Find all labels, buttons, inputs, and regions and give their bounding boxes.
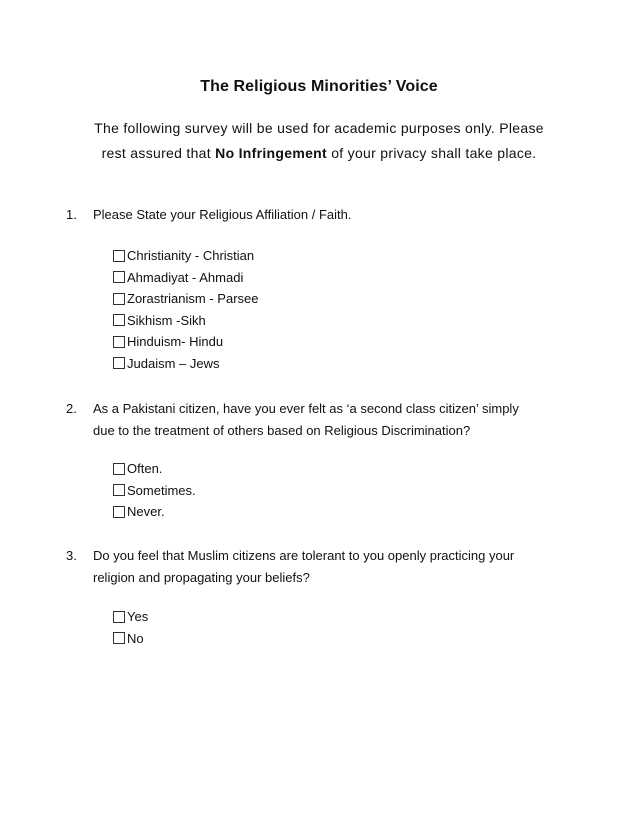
option-often[interactable] [113, 458, 196, 480]
option-hinduism[interactable] [113, 331, 258, 353]
intro-bold-phrase: No Infringement [215, 145, 327, 161]
option-label: Zorastrianism - Parsee [127, 291, 259, 306]
option-label: Sikhism -Sikh [127, 312, 206, 328]
option-label: Yes [127, 609, 149, 624]
intro-line-2 [70, 141, 568, 166]
checkbox-icon[interactable] [113, 357, 125, 369]
option-yes[interactable] [113, 606, 148, 628]
question-3-options [113, 606, 148, 649]
question-text-line: Do you feel that Muslim citizens are tolerant to you openly practicing your [93, 548, 515, 563]
question-text-line: As a Pakistani citizen, have you ever felt as ‘a second class citizen’ simply [93, 401, 519, 416]
option-label: Judaism – Jews [127, 355, 220, 371]
checkbox-icon[interactable] [113, 271, 125, 283]
option-sometimes[interactable] [113, 480, 196, 502]
option-label: Hinduism- Hindu [127, 334, 224, 349]
question-number: 3. [66, 548, 77, 563]
question-text-line: religion and propagating your beliefs? [93, 570, 310, 585]
intro-line-1: The following survey will be used for academic purposes only. Please [94, 120, 544, 136]
question-2 [66, 398, 563, 442]
question-3 [66, 545, 563, 589]
checkbox-icon[interactable] [113, 293, 125, 305]
checkbox-icon[interactable] [113, 250, 125, 262]
option-ahmadiyat[interactable] [113, 267, 258, 289]
checkbox-icon[interactable] [113, 314, 125, 326]
checkbox-icon[interactable] [113, 484, 125, 496]
option-label: Ahmadiyat - Ahmadi [127, 269, 244, 285]
checkbox-icon[interactable] [113, 611, 125, 623]
intro-text-suffix: of your privacy shall take place. [327, 145, 537, 161]
question-text-line: due to the treatment of others based on Religious Discrimination? [93, 423, 471, 438]
option-sikhism[interactable] [113, 310, 258, 332]
intro-paragraph [70, 116, 568, 166]
checkbox-icon[interactable] [113, 463, 125, 475]
option-christianity[interactable] [113, 245, 258, 267]
question-2-options [113, 458, 196, 523]
checkbox-icon[interactable] [113, 632, 125, 644]
question-text-line: Please State your Religious Affiliation / Faith. [93, 207, 352, 222]
option-label: Never. [127, 504, 165, 519]
option-no[interactable] [113, 628, 148, 650]
option-never[interactable] [113, 501, 196, 523]
question-1 [66, 204, 563, 226]
checkbox-icon[interactable] [113, 336, 125, 348]
option-judaism[interactable] [113, 353, 258, 375]
option-zorastrianism[interactable] [113, 288, 258, 310]
question-number: 2. [66, 401, 77, 416]
option-label: No [127, 630, 144, 646]
question-number: 1. [66, 207, 77, 222]
intro-text-prefix: rest assured that [101, 145, 216, 161]
document-title: The Religious Minorities’ Voice [200, 78, 438, 95]
question-1-options [113, 245, 258, 374]
checkbox-icon[interactable] [113, 506, 125, 518]
option-label: Often. [127, 461, 163, 476]
option-label: Christianity - Christian [127, 248, 255, 263]
option-label: Sometimes. [127, 482, 196, 498]
